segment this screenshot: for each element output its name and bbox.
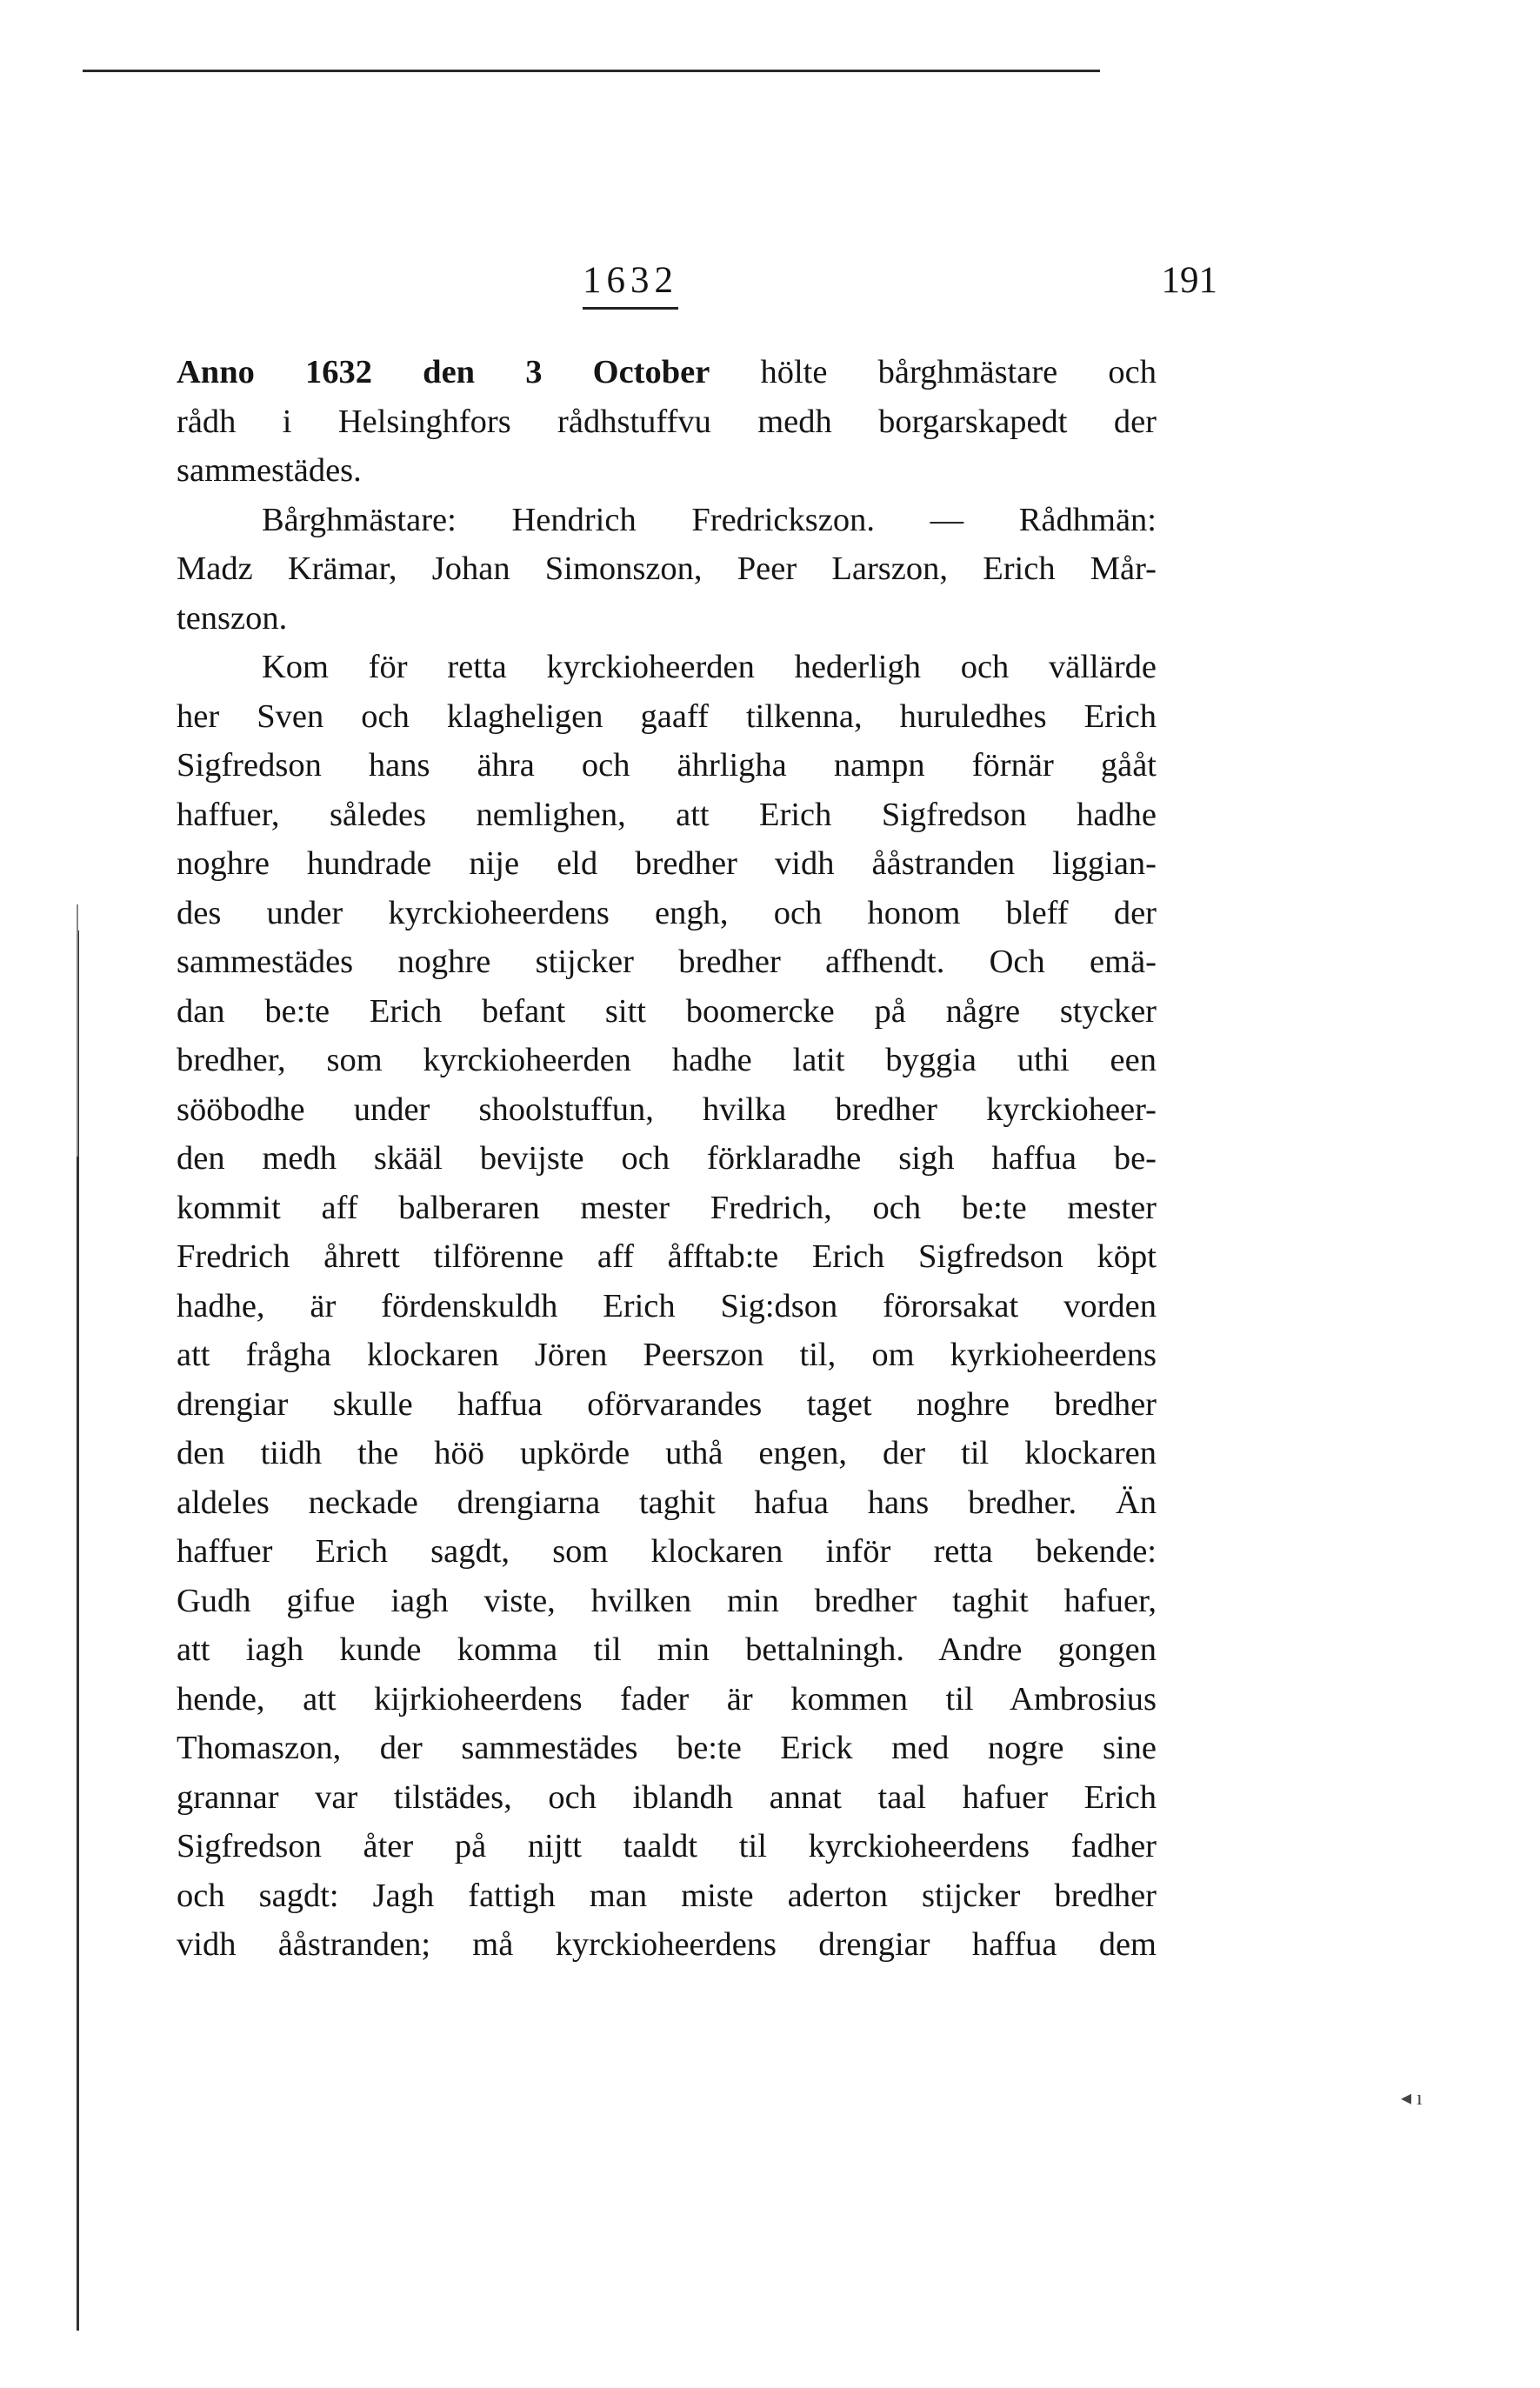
text-line: her Sven och klagheligen gaaff tilkenna, huruledhes Erich [177, 697, 1157, 735]
page-header [174, 259, 1217, 320]
text-line: Sigfredson åter på nijtt taaldt til kyrckioheerdens fadher [177, 1828, 1157, 1864]
text-line: aldeles neckade drengiarna taghit hafua hans bredher. Än [177, 1484, 1157, 1521]
text-line: tenszon. [177, 599, 288, 637]
text-line: sööbodhe under shoolstuffun, hvilka bredher kyrckioheer- [177, 1091, 1157, 1128]
text-line: hende, att kijrkioheerdens fader är kommen til Ambrosius [177, 1680, 1157, 1718]
text-line: den tiidh the höö upkörde uthå engen, der til klockaren [177, 1435, 1157, 1471]
text-line: och sagdt: Jagh fattigh man miste aderton stijcker bredher [177, 1877, 1157, 1914]
text-line: haffuer Erich sagdt, som klockaren inför retta bekende: [177, 1533, 1157, 1570]
stray-scan-mark: ◂ ı [1401, 2087, 1423, 2110]
text-line: Bårghmästare: Hendrich Fredrickszon. — Rådhmän: [262, 501, 1157, 538]
text-line: drengiar skulle haffua oförvarandes taget noghre bredher [177, 1385, 1157, 1423]
page-number: 191 [1161, 260, 1217, 301]
text-line: Fredrich åhrett tilförenne aff åfftab:te Erich Sigfredson köpt [177, 1238, 1157, 1275]
text-line: Madz Krämar, Johan Simonszon, Peer Larszon, Erich Mår- [177, 550, 1157, 587]
running-head-year: 1632 [583, 259, 678, 310]
text-line: grannar var tilstädes, och iblandh annat taal hafuer Erich [177, 1778, 1157, 1816]
left-margin-faint-line [77, 904, 78, 1157]
text-line: noghre hundrade nije eld bredher vidh ååstranden liggian- [177, 845, 1157, 882]
text-line: kommit aff balberaren mester Fredrich, och be:te mester [177, 1189, 1157, 1226]
text-line: Gudh gifue iagh viste, hvilken min bredher taghit hafuer, [177, 1582, 1157, 1619]
text-line: rådh i Helsinghfors rådhstuffvu medh borgarskapedt der [177, 403, 1157, 440]
text-line: den medh skääl bevijste och förklaradhe sigh haffua be- [177, 1140, 1157, 1177]
text-line: Thomaszon, der sammestädes be:te Erick med nogre sine [177, 1730, 1157, 1766]
text-line: Sigfredson hans ähra och ährligha nampn förnär gååt [177, 747, 1157, 784]
body-text [177, 348, 1157, 1970]
text-line: Kom för retta kyrckioheerden hederligh och vällärde [262, 649, 1157, 685]
text-line: sammestädes. [177, 452, 362, 489]
text-line: att frågha klockaren Jören Peerszon til, om kyrkioheerdens [177, 1337, 1157, 1373]
text-line: des under kyrckioheerdens engh, och honom bleff der [177, 894, 1157, 931]
text-line: vidh ååstranden; må kyrckioheerdens drengiar haffua dem [177, 1926, 1157, 1963]
text-line: bredher, som kyrckioheerden hadhe latit byggia uthi een [177, 1042, 1157, 1078]
top-scan-rule [83, 70, 1100, 72]
text-line: haffuer, således nemlighen, att Erich Sigfredson hadhe [177, 796, 1157, 833]
text-line: Anno 1632 den 3 October hölte bårghmästare och [177, 354, 1157, 390]
text-line: att iagh kunde komma til min bettalningh. Andre gongen [177, 1631, 1157, 1668]
text-line: sammestädes noghre stijcker bredher affhendt. Och emä- [177, 944, 1157, 980]
text-line: dan be:te Erich befant sitt boomercke på någre stycker [177, 992, 1157, 1030]
date-heading: Anno 1632 den 3 October [177, 354, 710, 390]
text-line: hadhe, är fördenskuldh Erich Sig:dson förorsakat vorden [177, 1287, 1157, 1324]
